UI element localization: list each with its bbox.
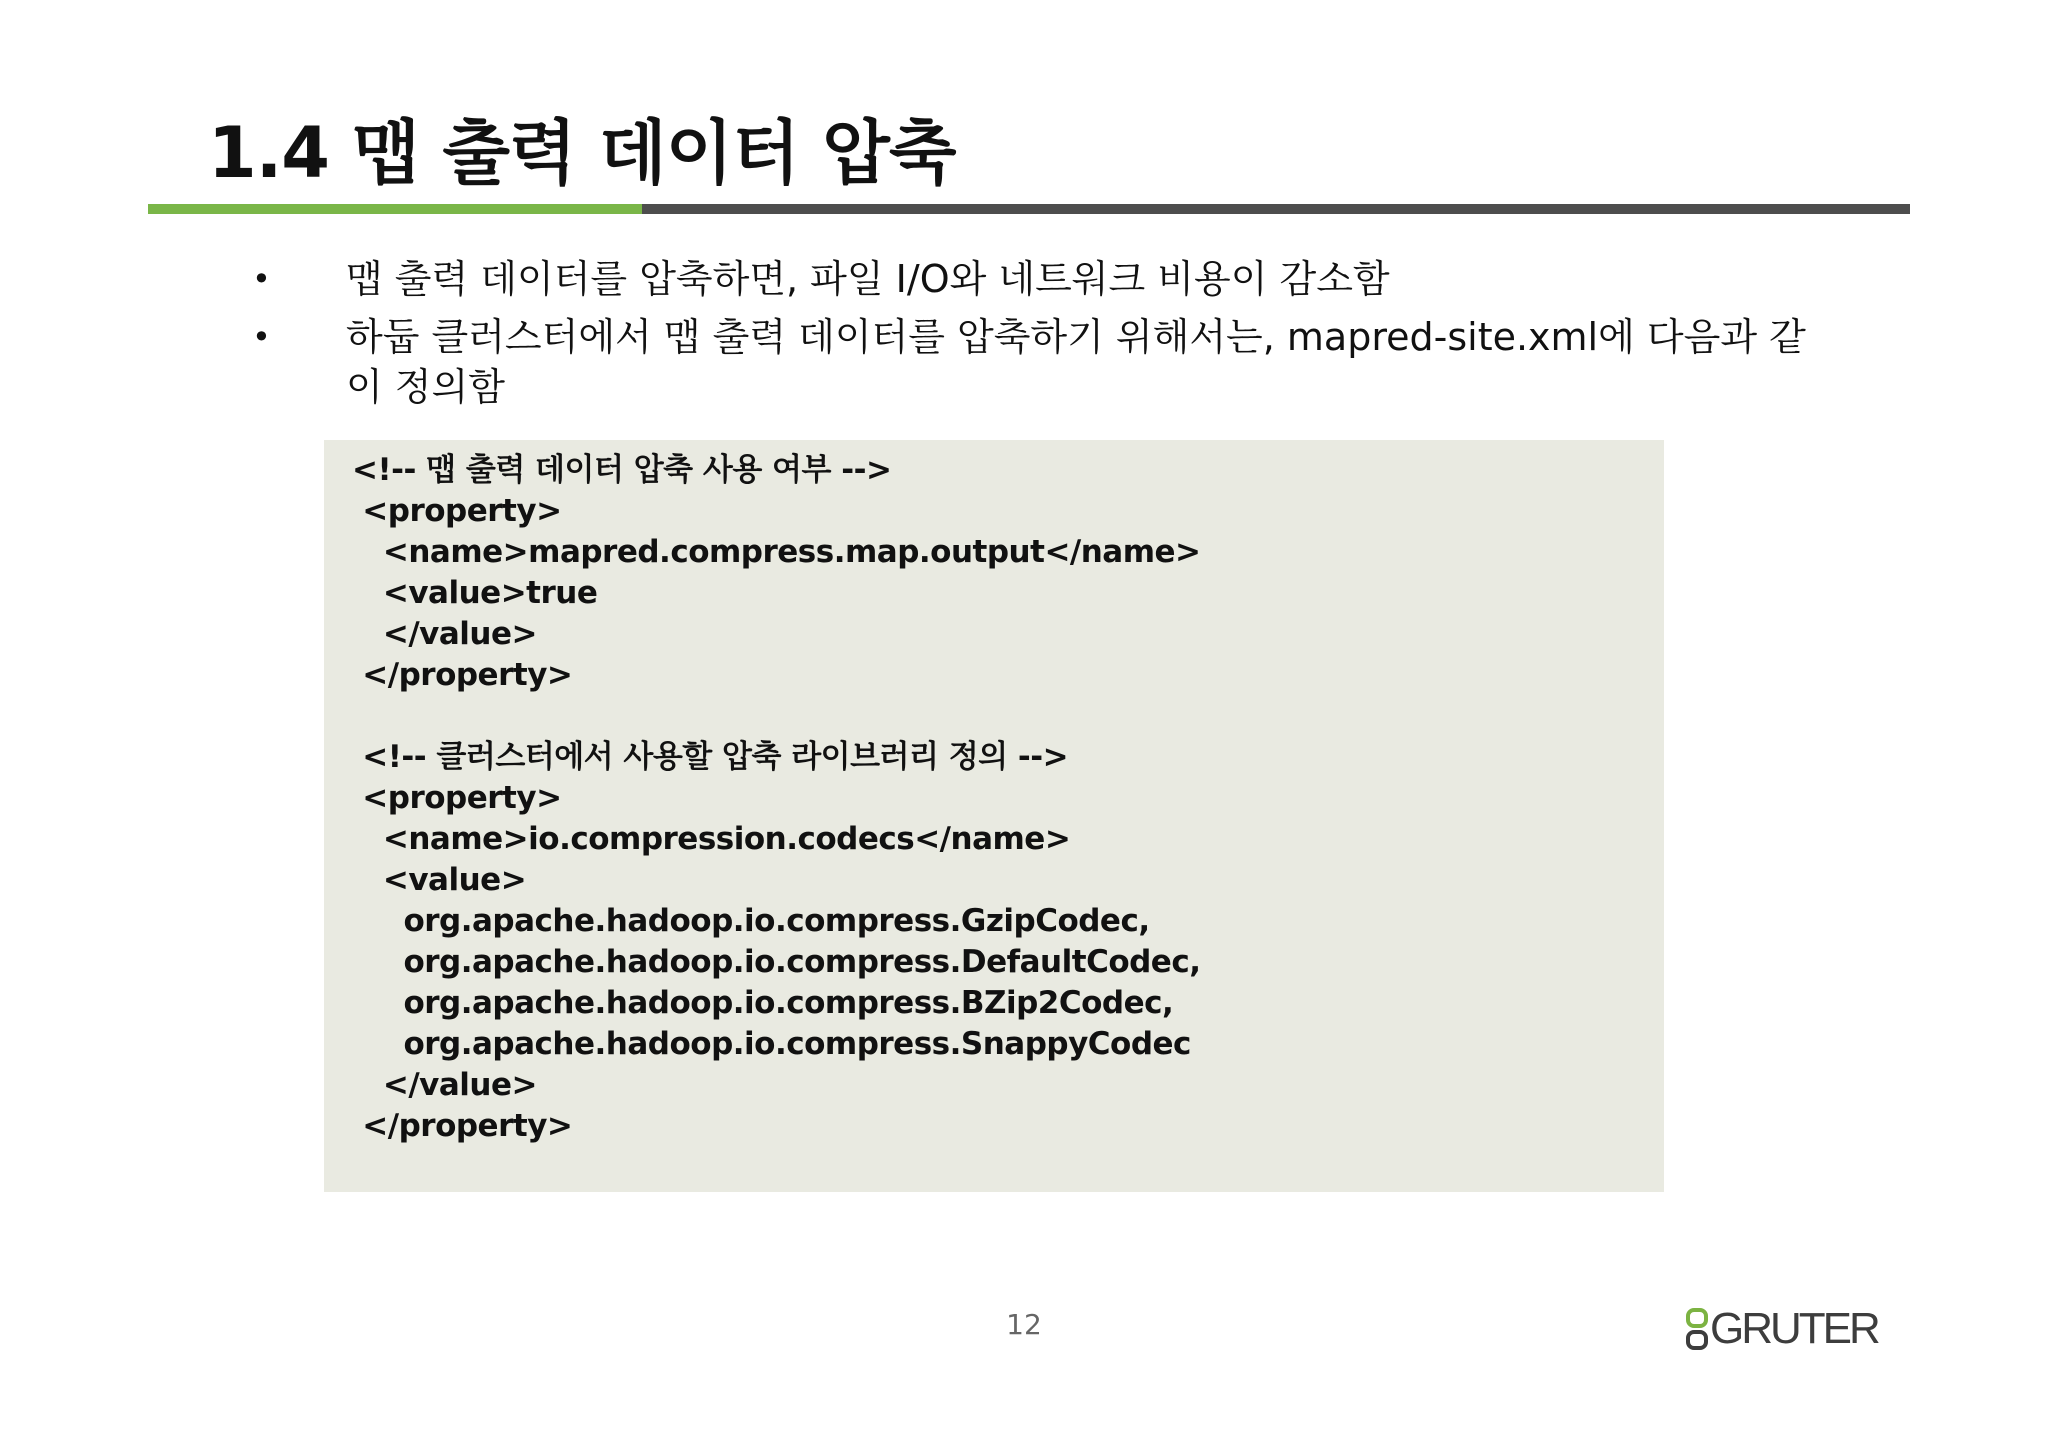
code-line: </value> xyxy=(352,616,537,652)
code-line: org.apache.hadoop.io.compress.SnappyCodec xyxy=(352,1026,1191,1062)
code-line: <name>mapred.compress.map.output</name> xyxy=(352,534,1201,570)
gruter-logo xyxy=(1686,1306,1878,1352)
code-line: <property> xyxy=(352,493,562,529)
bullet-item xyxy=(250,312,1830,412)
title-rule-main xyxy=(642,204,1910,214)
bullet-list xyxy=(250,254,1830,420)
code-line: </property> xyxy=(352,1108,573,1144)
code-line: org.apache.hadoop.io.compress.DefaultCodec, xyxy=(352,944,1201,980)
title-rule-accent xyxy=(148,204,642,214)
gruter-logo-icon xyxy=(1686,1307,1708,1351)
code-line: <value>true xyxy=(352,575,598,611)
code-line: org.apache.hadoop.io.compress.BZip2Codec, xyxy=(352,985,1174,1021)
code-block xyxy=(324,440,1664,1192)
code-line: org.apache.hadoop.io.compress.GzipCodec, xyxy=(352,903,1150,939)
bullet-marker: • xyxy=(252,318,271,356)
logo-text: GRUTER xyxy=(1710,1304,1878,1353)
bullet-text: 하둡 클러스터에서 맵 출력 데이터를 압축하기 위해서는, mapred-site.xml에 다음과 같이 정의함 xyxy=(346,315,1806,409)
code-line xyxy=(352,696,1636,737)
code-line: </property> xyxy=(352,657,573,693)
code-line: <property> xyxy=(352,780,562,816)
code-line: <name>io.compression.codecs</name> xyxy=(352,821,1071,857)
page-number: 12 xyxy=(1006,1308,1042,1341)
code-line: <!-- 맵 출력 데이터 압축 사용 여부 --> xyxy=(352,452,892,488)
code-line: <!-- 클러스터에서 사용할 압축 라이브러리 정의 --> xyxy=(352,739,1069,775)
slide-title: 1.4 맵 출력 데이터 압축 xyxy=(208,112,956,194)
code-line: <value> xyxy=(352,862,527,898)
code-line: </value> xyxy=(352,1067,537,1103)
bullet-text: 맵 출력 데이터를 압축하면, 파일 I/O와 네트워크 비용이 감소함 xyxy=(346,257,1390,301)
bullet-item xyxy=(250,254,1830,304)
bullet-marker: • xyxy=(252,260,271,298)
